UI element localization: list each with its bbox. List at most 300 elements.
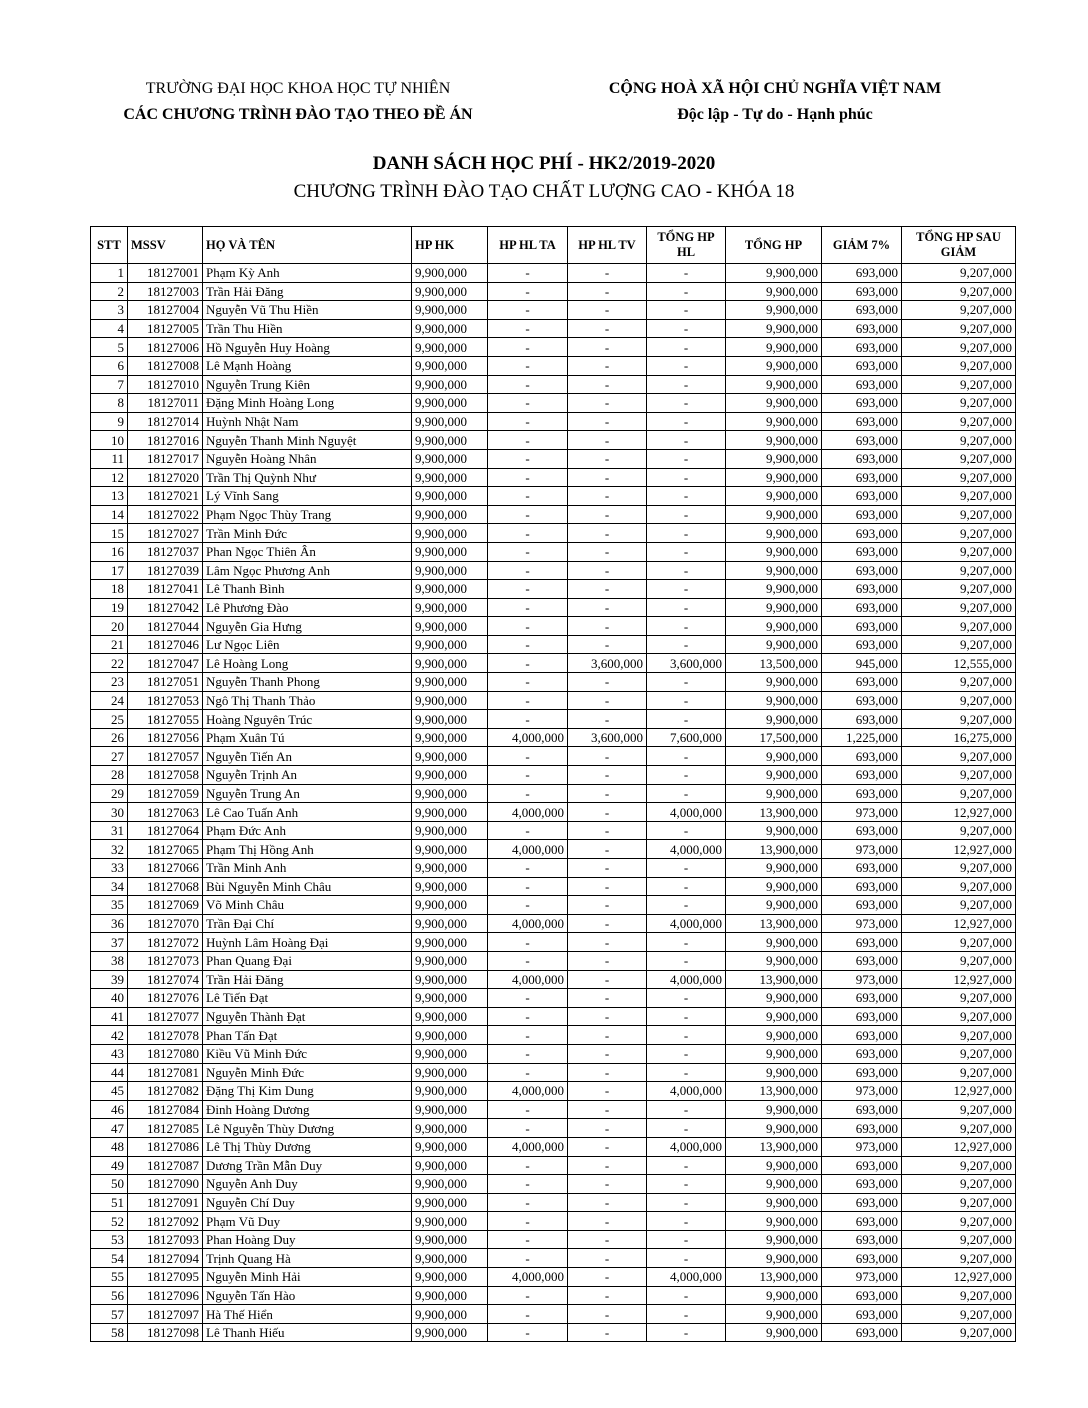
cell-hp-hl-ta: - [488, 989, 568, 1008]
cell-hp-hk: 9,900,000 [412, 375, 488, 394]
cell-hp-hl-tv: - [568, 617, 647, 636]
col-header-tong-hp-sau-giam: TỔNG HP SAU GIẢM [902, 227, 1016, 264]
cell-tong-hp-hl: 4,000,000 [647, 1082, 726, 1101]
cell-mssv: 18127006 [128, 338, 203, 357]
cell-tong-hp: 9,900,000 [726, 1063, 822, 1082]
cell-hp-hl-tv: 3,600,000 [568, 728, 647, 747]
cell-hp-hl-tv: - [568, 933, 647, 952]
cell-hp-hl-ta: - [488, 375, 568, 394]
cell-mssv: 18127091 [128, 1193, 203, 1212]
document-header [0, 76, 1088, 136]
cell-mssv: 18127027 [128, 524, 203, 543]
cell-hp-hl-tv: - [568, 877, 647, 896]
cell-tong-hp-hl: - [647, 282, 726, 301]
table-row [91, 673, 1016, 692]
cell-tong-hp: 9,900,000 [726, 1156, 822, 1175]
cell-stt: 32 [91, 840, 128, 859]
cell-tong-hp: 9,900,000 [726, 821, 822, 840]
col-header-stt: STT [91, 227, 128, 264]
cell-mssv: 18127065 [128, 840, 203, 859]
cell-tong-hp-hl: - [647, 1230, 726, 1249]
cell-mssv: 18127004 [128, 301, 203, 320]
cell-hp-hl-tv: - [568, 1193, 647, 1212]
cell-hp-hl-ta: - [488, 1007, 568, 1026]
cell-stt: 58 [91, 1323, 128, 1342]
cell-name: Lê Cao Tuấn Anh [203, 803, 412, 822]
cell-giam: 693,000 [822, 1323, 902, 1342]
cell-tong-hp-sau-giam: 16,275,000 [902, 728, 1016, 747]
cell-tong-hp-sau-giam: 9,207,000 [902, 710, 1016, 729]
cell-tong-hp-sau-giam: 9,207,000 [902, 1249, 1016, 1268]
cell-mssv: 18127070 [128, 914, 203, 933]
cell-hp-hk: 9,900,000 [412, 319, 488, 338]
cell-tong-hp-hl: 4,000,000 [647, 1268, 726, 1287]
cell-tong-hp: 9,900,000 [726, 673, 822, 692]
cell-hp-hl-tv: - [568, 1044, 647, 1063]
cell-hp-hk: 9,900,000 [412, 1286, 488, 1305]
cell-mssv: 18127066 [128, 859, 203, 878]
cell-hp-hl-ta: - [488, 654, 568, 673]
table-row [91, 394, 1016, 413]
table-row [91, 1249, 1016, 1268]
table-row [91, 1119, 1016, 1138]
cell-name: Lâm Ngọc Phương Anh [203, 561, 412, 580]
cell-tong-hp: 9,900,000 [726, 859, 822, 878]
cell-tong-hp-sau-giam: 9,207,000 [902, 449, 1016, 468]
cell-mssv: 18127044 [128, 617, 203, 636]
cell-tong-hp: 9,900,000 [726, 989, 822, 1008]
cell-tong-hp: 9,900,000 [726, 747, 822, 766]
cell-mssv: 18127068 [128, 877, 203, 896]
cell-hp-hl-tv: - [568, 840, 647, 859]
cell-hp-hk: 9,900,000 [412, 617, 488, 636]
cell-mssv: 18127011 [128, 394, 203, 413]
cell-hp-hl-tv: - [568, 487, 647, 506]
cell-mssv: 18127037 [128, 542, 203, 561]
cell-tong-hp: 9,900,000 [726, 1212, 822, 1231]
cell-tong-hp: 9,900,000 [726, 1230, 822, 1249]
cell-tong-hp-sau-giam: 9,207,000 [902, 1323, 1016, 1342]
cell-stt: 8 [91, 394, 128, 413]
cell-tong-hp-hl: - [647, 1305, 726, 1324]
cell-hp-hk: 9,900,000 [412, 896, 488, 915]
cell-hp-hl-ta: - [488, 319, 568, 338]
cell-giam: 973,000 [822, 803, 902, 822]
cell-hp-hk: 9,900,000 [412, 1249, 488, 1268]
cell-hp-hk: 9,900,000 [412, 691, 488, 710]
cell-mssv: 18127014 [128, 412, 203, 431]
cell-tong-hp-sau-giam: 9,207,000 [902, 468, 1016, 487]
cell-stt: 41 [91, 1007, 128, 1026]
cell-stt: 19 [91, 598, 128, 617]
program-unit: CÁC CHƯƠNG TRÌNH ĐÀO TẠO THEO ĐỀ ÁN [123, 106, 473, 123]
cell-tong-hp-hl: - [647, 1119, 726, 1138]
cell-giam: 693,000 [822, 859, 902, 878]
cell-tong-hp-hl: - [647, 412, 726, 431]
cell-tong-hp-sau-giam: 12,927,000 [902, 914, 1016, 933]
cell-tong-hp-sau-giam: 9,207,000 [902, 1100, 1016, 1119]
table-row [91, 319, 1016, 338]
cell-tong-hp: 9,900,000 [726, 561, 822, 580]
cell-tong-hp-hl: - [647, 951, 726, 970]
cell-stt: 6 [91, 356, 128, 375]
cell-stt: 22 [91, 654, 128, 673]
cell-tong-hp-sau-giam: 9,207,000 [902, 1212, 1016, 1231]
cell-giam: 693,000 [822, 301, 902, 320]
cell-hp-hl-tv: - [568, 542, 647, 561]
cell-tong-hp: 17,500,000 [726, 728, 822, 747]
cell-name: Phạm Thị Hồng Anh [203, 840, 412, 859]
national-motto-block [585, 76, 965, 128]
cell-name: Lê Hoàng Long [203, 654, 412, 673]
cell-hp-hk: 9,900,000 [412, 728, 488, 747]
cell-hp-hk: 9,900,000 [412, 524, 488, 543]
cell-giam: 693,000 [822, 933, 902, 952]
cell-stt: 47 [91, 1119, 128, 1138]
cell-tong-hp: 13,900,000 [726, 1137, 822, 1156]
cell-hp-hl-tv: - [568, 1305, 647, 1324]
cell-hp-hl-ta: - [488, 598, 568, 617]
cell-tong-hp-hl: - [647, 264, 726, 283]
cell-giam: 693,000 [822, 598, 902, 617]
cell-tong-hp: 9,900,000 [726, 598, 822, 617]
cell-tong-hp-hl: - [647, 896, 726, 915]
cell-hp-hk: 9,900,000 [412, 356, 488, 375]
cell-giam: 1,225,000 [822, 728, 902, 747]
cell-hp-hl-ta: - [488, 1230, 568, 1249]
cell-tong-hp-hl: - [647, 784, 726, 803]
cell-mssv: 18127096 [128, 1286, 203, 1305]
col-header-tong-hp: TỔNG HP [726, 227, 822, 264]
cell-hp-hl-ta: - [488, 1044, 568, 1063]
cell-hp-hl-tv: - [568, 951, 647, 970]
cell-stt: 55 [91, 1268, 128, 1287]
cell-hp-hl-tv: - [568, 580, 647, 599]
cell-hp-hl-tv: - [568, 282, 647, 301]
cell-hp-hl-ta: - [488, 505, 568, 524]
cell-hp-hl-ta: - [488, 282, 568, 301]
cell-hp-hl-ta: - [488, 487, 568, 506]
cell-hp-hl-ta: - [488, 1156, 568, 1175]
cell-mssv: 18127093 [128, 1230, 203, 1249]
cell-tong-hp-sau-giam: 9,207,000 [902, 1119, 1016, 1138]
cell-name: Lê Mạnh Hoàng [203, 356, 412, 375]
table-row [91, 617, 1016, 636]
cell-tong-hp: 9,900,000 [726, 877, 822, 896]
cell-giam: 693,000 [822, 896, 902, 915]
cell-hp-hk: 9,900,000 [412, 1156, 488, 1175]
table-row [91, 264, 1016, 283]
table-row [91, 635, 1016, 654]
cell-hp-hl-ta: - [488, 1100, 568, 1119]
cell-giam: 693,000 [822, 561, 902, 580]
cell-hp-hl-ta: - [488, 1212, 568, 1231]
cell-giam: 693,000 [822, 1230, 902, 1249]
cell-tong-hp-hl: 4,000,000 [647, 914, 726, 933]
document-title: DANH SÁCH HỌC PHÍ - HK2/2019-2020 [372, 153, 716, 174]
cell-hp-hk: 9,900,000 [412, 933, 488, 952]
col-header-hp-hl-tv: HP HL TV [568, 227, 647, 264]
cell-name: Nguyễn Trung Kiên [203, 375, 412, 394]
cell-hp-hk: 9,900,000 [412, 561, 488, 580]
cell-stt: 4 [91, 319, 128, 338]
cell-tong-hp-sau-giam: 9,207,000 [902, 282, 1016, 301]
cell-hp-hk: 9,900,000 [412, 1044, 488, 1063]
cell-stt: 10 [91, 431, 128, 450]
cell-tong-hp-hl: - [647, 617, 726, 636]
cell-hp-hk: 9,900,000 [412, 394, 488, 413]
table-row [91, 951, 1016, 970]
cell-mssv: 18127056 [128, 728, 203, 747]
cell-tong-hp-hl: - [647, 1323, 726, 1342]
cell-hp-hk: 9,900,000 [412, 1119, 488, 1138]
table-row [91, 784, 1016, 803]
cell-mssv: 18127051 [128, 673, 203, 692]
cell-giam: 693,000 [822, 1044, 902, 1063]
cell-tong-hp-hl: 7,600,000 [647, 728, 726, 747]
cell-stt: 54 [91, 1249, 128, 1268]
cell-stt: 33 [91, 859, 128, 878]
cell-giam: 693,000 [822, 747, 902, 766]
cell-tong-hp-sau-giam: 9,207,000 [902, 635, 1016, 654]
cell-hp-hl-tv: - [568, 1156, 647, 1175]
cell-tong-hp-sau-giam: 9,207,000 [902, 561, 1016, 580]
cell-tong-hp: 9,900,000 [726, 1175, 822, 1194]
cell-tong-hp-hl: - [647, 1193, 726, 1212]
table-row [91, 1305, 1016, 1324]
cell-mssv: 18127098 [128, 1323, 203, 1342]
cell-stt: 31 [91, 821, 128, 840]
cell-tong-hp-sau-giam: 9,207,000 [902, 1286, 1016, 1305]
cell-mssv: 18127059 [128, 784, 203, 803]
cell-tong-hp: 13,900,000 [726, 1268, 822, 1287]
table-row [91, 877, 1016, 896]
cell-hp-hl-tv: - [568, 1007, 647, 1026]
cell-name: Nguyễn Trịnh An [203, 766, 412, 785]
cell-name: Nguyễn Thanh Phong [203, 673, 412, 692]
cell-tong-hp: 13,900,000 [726, 914, 822, 933]
cell-giam: 693,000 [822, 1026, 902, 1045]
cell-hp-hl-ta: - [488, 1193, 568, 1212]
cell-tong-hp-hl: - [647, 747, 726, 766]
cell-giam: 693,000 [822, 449, 902, 468]
table-row [91, 1323, 1016, 1342]
cell-tong-hp-sau-giam: 9,207,000 [902, 394, 1016, 413]
cell-hp-hl-ta: - [488, 431, 568, 450]
cell-hp-hl-ta: - [488, 394, 568, 413]
cell-hp-hk: 9,900,000 [412, 635, 488, 654]
cell-hp-hl-tv: - [568, 691, 647, 710]
cell-name: Đặng Minh Hoàng Long [203, 394, 412, 413]
institution-name: TRƯỜNG ĐẠI HỌC KHOA HỌC TỰ NHIÊN [145, 80, 451, 97]
cell-mssv: 18127039 [128, 561, 203, 580]
cell-giam: 693,000 [822, 691, 902, 710]
cell-stt: 2 [91, 282, 128, 301]
cell-tong-hp-sau-giam: 9,207,000 [902, 989, 1016, 1008]
table-row [91, 412, 1016, 431]
table-row [91, 282, 1016, 301]
cell-hp-hl-ta: - [488, 896, 568, 915]
cell-hp-hl-ta: - [488, 1286, 568, 1305]
cell-name: Nguyễn Minh Hải [203, 1268, 412, 1287]
cell-hp-hk: 9,900,000 [412, 1212, 488, 1231]
cell-hp-hl-tv: - [568, 784, 647, 803]
cell-tong-hp: 9,900,000 [726, 338, 822, 357]
cell-hp-hl-ta: - [488, 356, 568, 375]
cell-hp-hl-ta: - [488, 635, 568, 654]
table-row [91, 654, 1016, 673]
cell-tong-hp-sau-giam: 9,207,000 [902, 933, 1016, 952]
cell-tong-hp-hl: - [647, 431, 726, 450]
cell-tong-hp-hl: - [647, 710, 726, 729]
cell-name: Huỳnh Lâm Hoàng Đại [203, 933, 412, 952]
cell-hp-hl-ta: 4,000,000 [488, 803, 568, 822]
table-row [91, 914, 1016, 933]
cell-mssv: 18127041 [128, 580, 203, 599]
cell-stt: 25 [91, 710, 128, 729]
cell-hp-hl-ta: - [488, 1249, 568, 1268]
cell-name: Đặng Thị Kim Dung [203, 1082, 412, 1101]
cell-hp-hl-ta: - [488, 1119, 568, 1138]
cell-tong-hp-sau-giam: 9,207,000 [902, 487, 1016, 506]
cell-hp-hk: 9,900,000 [412, 877, 488, 896]
cell-hp-hl-ta: - [488, 412, 568, 431]
table-row [91, 524, 1016, 543]
cell-hp-hk: 9,900,000 [412, 264, 488, 283]
cell-stt: 18 [91, 580, 128, 599]
cell-giam: 693,000 [822, 375, 902, 394]
cell-mssv: 18127022 [128, 505, 203, 524]
table-row [91, 598, 1016, 617]
cell-tong-hp: 9,900,000 [726, 1305, 822, 1324]
cell-hp-hk: 9,900,000 [412, 654, 488, 673]
cell-hp-hl-tv: - [568, 319, 647, 338]
cell-hp-hk: 9,900,000 [412, 598, 488, 617]
cell-tong-hp-sau-giam: 9,207,000 [902, 598, 1016, 617]
cell-tong-hp-sau-giam: 9,207,000 [902, 951, 1016, 970]
cell-hp-hl-tv: - [568, 989, 647, 1008]
cell-hp-hl-ta: - [488, 1175, 568, 1194]
cell-tong-hp: 9,900,000 [726, 356, 822, 375]
col-header-mssv: MSSV [128, 227, 203, 264]
table-row [91, 1230, 1016, 1249]
cell-name: Lư Ngọc Liên [203, 635, 412, 654]
cell-stt: 15 [91, 524, 128, 543]
cell-tong-hp: 9,900,000 [726, 710, 822, 729]
table-row [91, 561, 1016, 580]
cell-mssv: 18127046 [128, 635, 203, 654]
cell-tong-hp-sau-giam: 9,207,000 [902, 505, 1016, 524]
cell-tong-hp: 9,900,000 [726, 449, 822, 468]
table-row [91, 1212, 1016, 1231]
table-row [91, 1026, 1016, 1045]
cell-hp-hk: 9,900,000 [412, 710, 488, 729]
cell-hp-hl-tv: - [568, 1286, 647, 1305]
cell-tong-hp: 9,900,000 [726, 896, 822, 915]
cell-tong-hp-sau-giam: 9,207,000 [902, 524, 1016, 543]
cell-tong-hp-sau-giam: 9,207,000 [902, 859, 1016, 878]
cell-hp-hl-tv: - [568, 710, 647, 729]
cell-mssv: 18127017 [128, 449, 203, 468]
cell-hp-hl-ta: - [488, 710, 568, 729]
cell-name: Phan Quang Đại [203, 951, 412, 970]
cell-tong-hp-hl: 4,000,000 [647, 840, 726, 859]
cell-tong-hp-hl: 4,000,000 [647, 1137, 726, 1156]
cell-hp-hk: 9,900,000 [412, 970, 488, 989]
table-header-row [91, 227, 1016, 264]
cell-giam: 693,000 [822, 338, 902, 357]
table-row [91, 747, 1016, 766]
table-row [91, 580, 1016, 599]
cell-name: Phạm Đức Anh [203, 821, 412, 840]
cell-hp-hl-tv: - [568, 1323, 647, 1342]
cell-giam: 693,000 [822, 635, 902, 654]
cell-name: Lý Vĩnh Sang [203, 487, 412, 506]
cell-hp-hk: 9,900,000 [412, 542, 488, 561]
cell-hp-hk: 9,900,000 [412, 338, 488, 357]
cell-hp-hl-ta: 4,000,000 [488, 914, 568, 933]
cell-hp-hl-ta: 4,000,000 [488, 970, 568, 989]
cell-mssv: 18127003 [128, 282, 203, 301]
cell-mssv: 18127086 [128, 1137, 203, 1156]
table-row [91, 487, 1016, 506]
cell-name: Nguyễn Thành Đạt [203, 1007, 412, 1026]
cell-giam: 693,000 [822, 821, 902, 840]
cell-stt: 21 [91, 635, 128, 654]
institution-block [93, 76, 503, 128]
cell-hp-hk: 9,900,000 [412, 505, 488, 524]
cell-hp-hl-ta: - [488, 821, 568, 840]
cell-stt: 46 [91, 1100, 128, 1119]
cell-tong-hp-sau-giam: 12,927,000 [902, 1082, 1016, 1101]
cell-giam: 693,000 [822, 1100, 902, 1119]
cell-hp-hk: 9,900,000 [412, 1323, 488, 1342]
cell-tong-hp: 13,900,000 [726, 970, 822, 989]
cell-hp-hk: 9,900,000 [412, 301, 488, 320]
cell-tong-hp: 9,900,000 [726, 580, 822, 599]
cell-hp-hl-ta: - [488, 264, 568, 283]
cell-hp-hl-tv: - [568, 1063, 647, 1082]
cell-name: Dương Trần Mẫn Duy [203, 1156, 412, 1175]
cell-hp-hl-ta: - [488, 766, 568, 785]
cell-hp-hl-tv: - [568, 1082, 647, 1101]
cell-hp-hl-ta: - [488, 877, 568, 896]
cell-mssv: 18127053 [128, 691, 203, 710]
cell-hp-hl-tv: - [568, 1175, 647, 1194]
cell-mssv: 18127057 [128, 747, 203, 766]
cell-hp-hl-tv: 3,600,000 [568, 654, 647, 673]
cell-hp-hk: 9,900,000 [412, 1082, 488, 1101]
cell-tong-hp-sau-giam: 9,207,000 [902, 896, 1016, 915]
table-row [91, 728, 1016, 747]
cell-hp-hl-tv: - [568, 673, 647, 692]
cell-hp-hl-tv: - [568, 412, 647, 431]
cell-hp-hl-tv: - [568, 505, 647, 524]
cell-stt: 16 [91, 542, 128, 561]
cell-tong-hp-sau-giam: 9,207,000 [902, 1026, 1016, 1045]
cell-tong-hp-sau-giam: 9,207,000 [902, 412, 1016, 431]
table-row [91, 803, 1016, 822]
cell-hp-hl-ta: - [488, 1323, 568, 1342]
cell-hp-hl-ta: - [488, 580, 568, 599]
cell-name: Phan Hoàng Duy [203, 1230, 412, 1249]
cell-hp-hl-tv: - [568, 803, 647, 822]
cell-tong-hp-sau-giam: 9,207,000 [902, 747, 1016, 766]
cell-hp-hk: 9,900,000 [412, 673, 488, 692]
cell-name: Trần Đại Chí [203, 914, 412, 933]
cell-giam: 693,000 [822, 412, 902, 431]
cell-hp-hl-ta: 4,000,000 [488, 840, 568, 859]
